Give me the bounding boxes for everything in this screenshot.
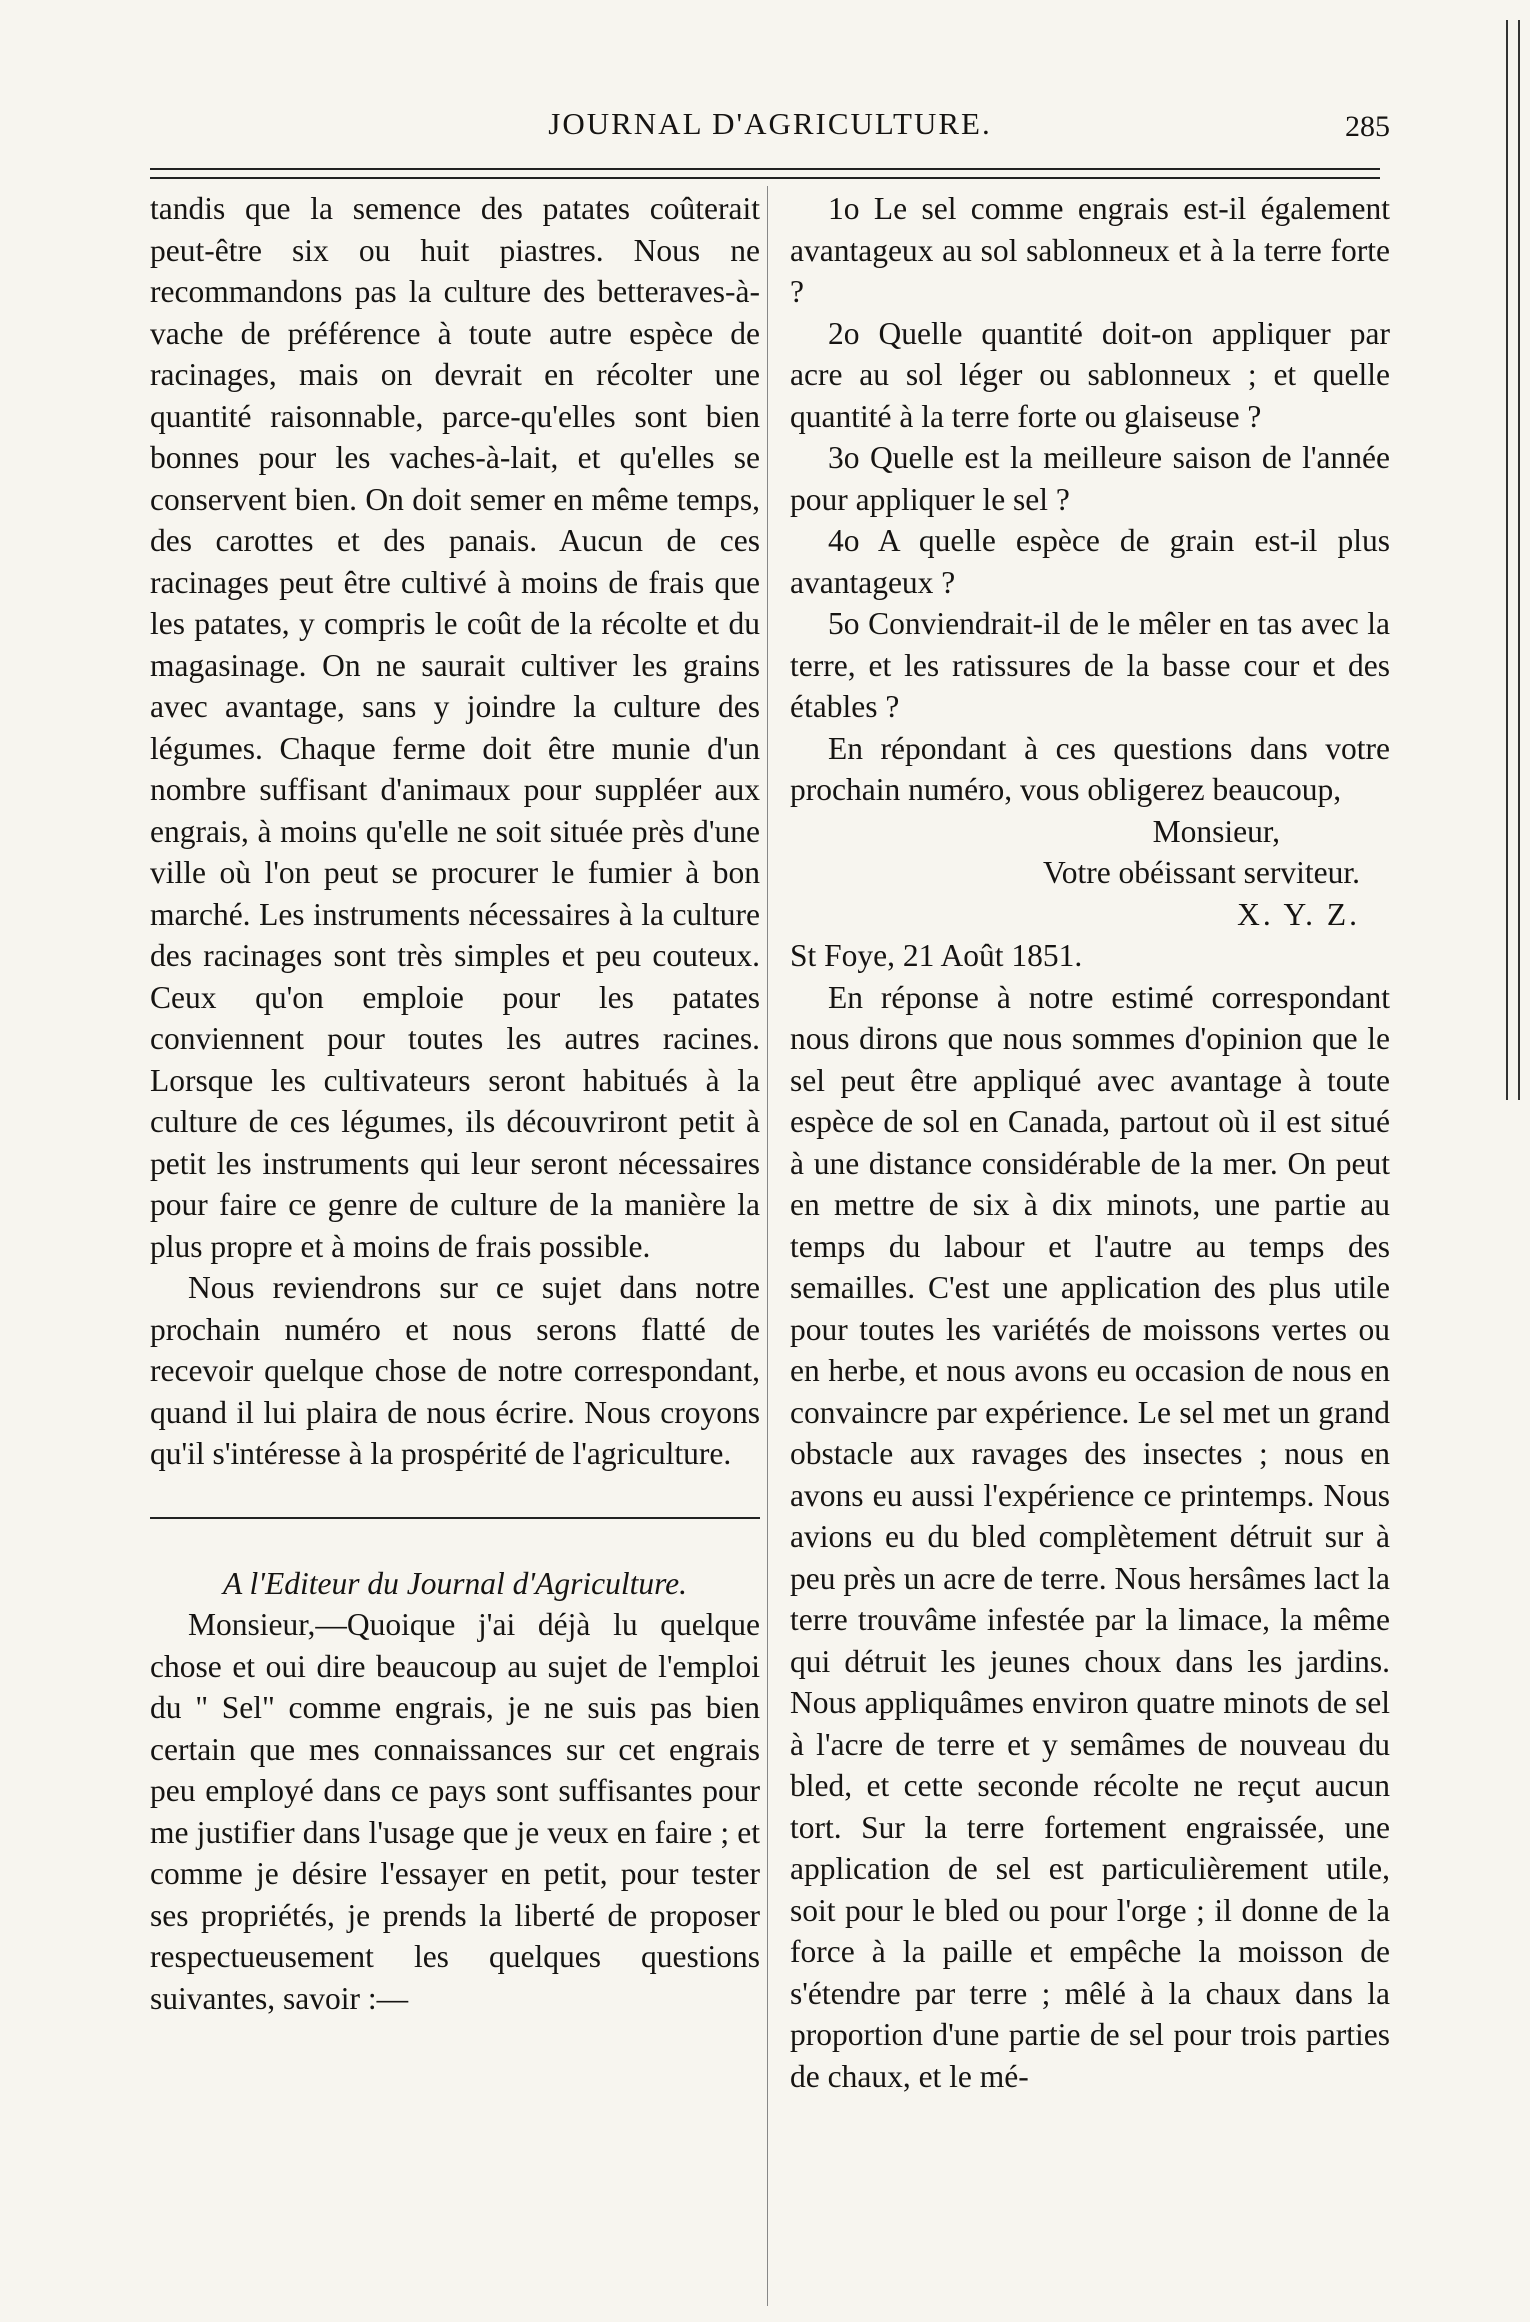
- right-column: [790, 188, 1390, 2097]
- section-divider: [150, 1517, 760, 1519]
- question-1: 1o Le sel comme engrais est-il également avantageux au sol sablonneux et à la terre forte ?: [790, 191, 1390, 309]
- letter-intro: Monsieur,—Quoique j'ai déjà lu quelque chose et oui dire beaucoup au sujet de l'emploi du " Sel" comme engrais, je ne suis pas bien certain que mes connaissances sur cet engrais peu employé dans ce pays sont suffisantes pour me justifier dans l'usage que je veux en faire ; et comme je désire l'essayer en petit, pour tester ses propriétés, je prends la liberté de proposer respectueusement les quelques questions suivantes, savoir :—: [150, 1607, 760, 2016]
- question-3: 3o Quelle est la meilleure saison de l'année pour appliquer le sel ?: [790, 440, 1390, 517]
- salutation: Monsieur,: [1152, 813, 1280, 849]
- signature: X. Y. Z.: [1237, 896, 1360, 932]
- editor-reply: En réponse à notre estimé correspondant nous dirons que nous sommes d'opinion que le sel peut être appliqué avec avantage à toute espèce de sol en Canada, partout où il est situé à une distance considérable de la mer. On peut en mettre de six à dix minots, une partie au temps du labour et l'autre au temps des semailles. C'est une application des plus utile pour toutes les variétés de moissons vertes ou en herbe, et nous avons eu occasion de nous en convaincre par expérience. Le sel met un grand obstacle aux ravages des insectes ; nous en avons eu aussi l'expérience ce printemps. Nous avions eu du bled complètement détruit sur à peu près un acre de terre. Nous hersâmes lact la terre trouvâme infestée par la limace, la même qui détruit les jeunes choux dans les jardins. Nous appliquâmes environ quatre minots de sel à l'acre de terre et y semâmes de nouveau du bled, et cette seconde récolte ne reçut aucun tort. Sur la terre fortement engraissée, une application de sel est particulièrement utile, soit pour le bled ou pour l'orge ; il donne de la force à la paille et empêche la moisson de s'étendre par terre ; mêlé à la chaux dans la proportion d'une partie de sel pour trois parties de chaux, et le mé-: [790, 979, 1390, 2094]
- header-rule: [150, 168, 1380, 179]
- letter-closing: En répondant à ces questions dans votre prochain numéro, vous obligerez beaucoup,: [790, 730, 1390, 807]
- valediction: Votre obéissant serviteur.: [1043, 855, 1360, 890]
- column-divider: [767, 186, 768, 2306]
- editor-note: Nous reviendrons sur ce sujet dans notre prochain numéro et nous serons flatté de recevoir quelque chose de notre correspondant, quand il lui plaira de nous écrire. Nous croyons qu'il s'intéresse à la prospérité de l'agriculture.: [150, 1270, 760, 1471]
- page-edge-binding: [1506, 20, 1520, 1100]
- running-title: JOURNAL D'AGRICULTURE.: [548, 106, 992, 141]
- left-column: [150, 188, 760, 2019]
- question-4: 4o A quelle espèce de grain est-il plus avantageux ?: [790, 523, 1390, 600]
- page-header: [150, 106, 1390, 156]
- article-continuation: tandis que la semence des patates coûterait peut-être six ou huit piastres. Nous ne recommandons pas la culture des betteraves-à-vache de préférence à toute autre espèce de racinages, mais on devrait en récolter une quantité raisonnable, parce-qu'elles sont bien bonnes pour les vaches-à-lait, et qu'elles se conservent bien. On doit semer en même temps, des carottes et des panais. Aucun de ces racinages peut être cultivé à moins de frais que les patates, y compris le coût de la récolte et du magasinage. On ne saurait cultiver les grains avec avantage, sans y joindre la culture des légumes. Chaque ferme doit être munie d'un nombre suffisant d'animaux pour suppléer aux engrais, à moins qu'elle ne soit située près d'une ville où l'on peut se procurer le fumier à bon marché. Les instruments nécessaires à la culture des racinages sont très simples et peu couteux. Ceux qu'on emploie pour les patates conviennent pour toutes les autres racines. Lorsque les cultivateurs seront habitués à la culture de ces légumes, ils découvriront petit à petit les instruments qui leur seront nécessaires pour faire ce genre de culture de la manière la plus propre et à moins de frais possible.: [150, 191, 760, 1264]
- letter-heading: A l'Editeur du Journal d'Agriculture.: [222, 1565, 688, 1601]
- page-number: 285: [1345, 110, 1390, 143]
- question-2: 2o Quelle quantité doit-on appliquer par acre au sol léger ou sablonneux ; et quelle quantité à la terre forte ou glaiseuse ?: [790, 315, 1390, 434]
- dateline: St Foye, 21 Août 1851.: [790, 938, 1083, 973]
- question-5: 5o Conviendrait-il de le mêler en tas avec la terre, et les ratissures de la basse cour et des étables ?: [790, 606, 1390, 724]
